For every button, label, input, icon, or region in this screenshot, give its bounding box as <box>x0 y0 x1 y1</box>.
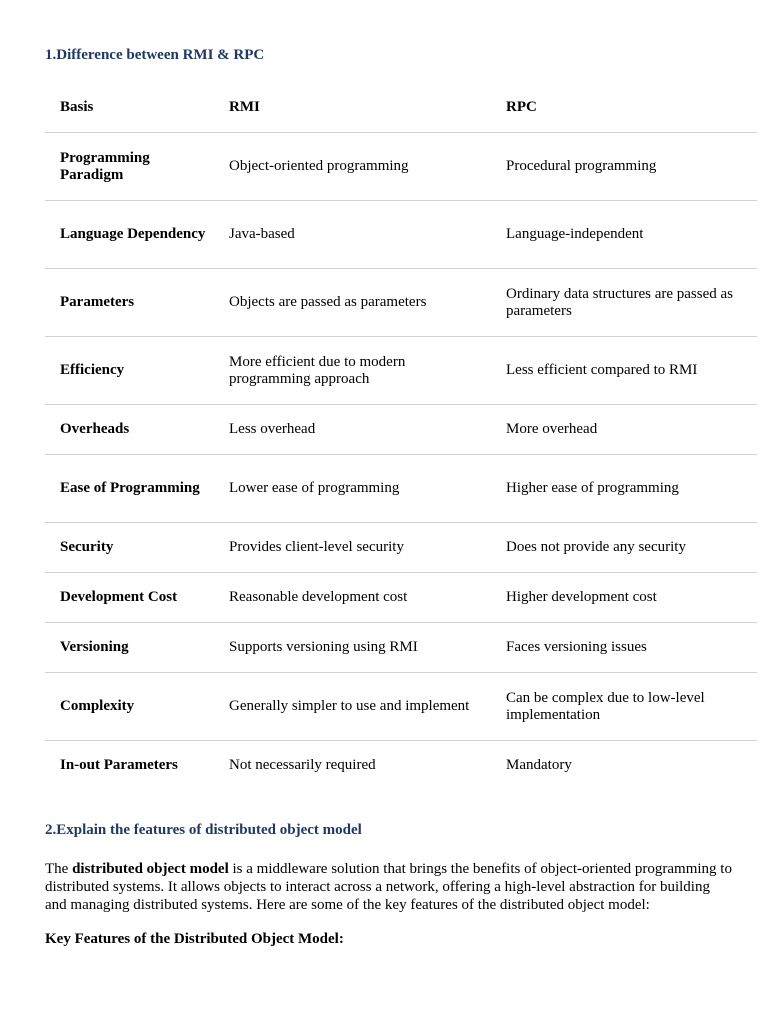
table-row <box>45 673 757 741</box>
rpc-cell: Does not provide any security <box>491 523 757 573</box>
rpc-cell: Faces versioning issues <box>491 623 757 673</box>
table-row <box>45 623 757 673</box>
rmi-cell: Not necessarily required <box>229 757 376 773</box>
basis-cell: Language Dependency <box>45 201 214 269</box>
rpc-cell: Ordinary data structures are passed as parameters <box>491 269 757 337</box>
section-1-heading: 1.Difference between RMI & RPC <box>45 47 265 63</box>
rpc-cell: Procedural programming <box>491 133 757 201</box>
rpc-cell: More overhead <box>491 405 757 455</box>
key-features-subheading: Key Features of the Distributed Object Model: <box>45 931 344 947</box>
header-basis: Basis <box>45 82 214 133</box>
para-bold-term: distributed object model <box>72 861 229 877</box>
basis-cell: Security <box>45 523 214 573</box>
basis-cell: Parameters <box>45 269 214 337</box>
basis-cell: Overheads <box>45 405 214 455</box>
basis-cell: Complexity <box>45 673 214 741</box>
table-row <box>45 337 757 405</box>
rmi-cell: Lower ease of programming <box>214 455 491 523</box>
comparison-table <box>45 82 757 790</box>
header-rpc: RPC <box>491 82 757 133</box>
rmi-cell: Supports versioning using RMI <box>214 623 491 673</box>
basis-cell: Ease of Programming <box>45 455 214 523</box>
rmi-cell: Object-oriented programming <box>214 133 491 201</box>
rpc-cell: Language-independent <box>491 201 757 269</box>
table-row <box>45 741 757 791</box>
basis-cell: Efficiency <box>45 337 214 405</box>
section-2-heading: 2.Explain the features of distributed object model <box>45 822 362 838</box>
rmi-cell: Java-based <box>214 201 491 269</box>
rpc-cell: Higher ease of programming <box>491 455 757 523</box>
basis-cell: Programming Paradigm <box>45 133 214 201</box>
rpc-cell: Less efficient compared to RMI <box>491 337 757 405</box>
table-row <box>45 201 757 269</box>
para-rest: is a middleware solution that brings the benefits of object-oriented programming to distributed systems. It allows objects to interact across a network, offering a high-level abstraction for building and managing distributed systems. Here are some of the key features of the distributed object model: <box>45 861 732 913</box>
rpc-cell: Higher development cost <box>491 573 757 623</box>
table-row <box>45 523 757 573</box>
rmi-cell: Generally simpler to use and implement <box>214 673 491 741</box>
rpc-cell: Mandatory <box>506 757 572 773</box>
table-header-row <box>45 82 757 133</box>
rmi-cell: Provides client-level security <box>214 523 491 573</box>
rmi-cell: Objects are passed as parameters <box>214 269 491 337</box>
rpc-cell: Can be complex due to low-level implementation <box>491 673 757 741</box>
header-rmi: RMI <box>214 82 491 133</box>
table-row <box>45 573 757 623</box>
table-row <box>45 405 757 455</box>
table-row <box>45 455 757 523</box>
table-row <box>45 269 757 337</box>
intro-paragraph <box>45 860 735 914</box>
basis-cell: In-out Parameters <box>60 757 178 773</box>
basis-cell: Development Cost <box>45 573 214 623</box>
rmi-cell: Reasonable development cost <box>214 573 491 623</box>
basis-cell: Versioning <box>45 623 214 673</box>
table-row <box>45 133 757 201</box>
rmi-cell: Less overhead <box>214 405 491 455</box>
para-lead: The <box>45 861 73 877</box>
rmi-cell: More efficient due to modern programming approach <box>214 337 491 405</box>
